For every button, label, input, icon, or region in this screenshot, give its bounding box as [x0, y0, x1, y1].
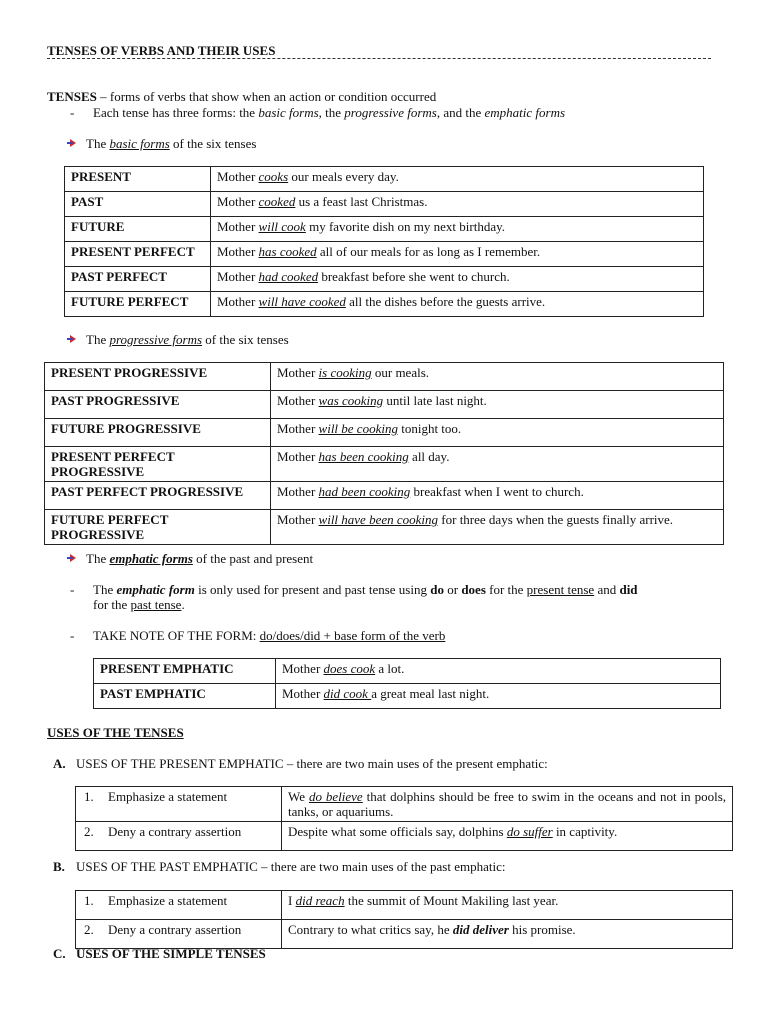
note-text: and [594, 582, 620, 597]
example-sentence [271, 419, 724, 447]
sentence-text: his promise. [508, 922, 576, 937]
verb-phrase: do suffer [506, 824, 553, 839]
sentence-text: Mother [217, 169, 259, 184]
table-row [65, 242, 704, 267]
sentence-text: our meals every day. [288, 169, 399, 184]
sentence-text: Mother [277, 512, 319, 527]
progressive-forms-table [44, 362, 724, 545]
note-present-tense: present tense [526, 582, 595, 597]
intro-text: of the past and present [192, 551, 314, 566]
dashed-divider [47, 58, 711, 59]
intro-text: The [86, 551, 110, 566]
verb-phrase: do believe [308, 789, 363, 804]
use-number: 2. [84, 922, 94, 937]
example-sentence [282, 920, 733, 949]
sentence-text: all of our meals for as long as I remember. [316, 244, 541, 259]
form-progressive: progressive forms [344, 105, 437, 120]
verb-phrase: had been cooking [318, 484, 411, 499]
emphatic-forms-table [93, 658, 721, 709]
verb-phrase: will have cooked [258, 294, 346, 309]
verb-phrase: will have been cooking [318, 512, 439, 527]
note-text: The [93, 582, 117, 597]
arrow-bullet-icon [70, 554, 76, 562]
tense-label: PRESENT PROGRESSIVE [45, 363, 271, 391]
use-text: Deny a contrary assertion [108, 824, 242, 839]
verb-phrase: is cooking [318, 365, 372, 380]
example-sentence [211, 292, 704, 317]
table-row [45, 447, 724, 482]
section-text: USES OF THE PAST EMPHATIC – there are two main uses of the past emphatic: [76, 859, 506, 874]
intro-emphasis: basic forms [109, 136, 170, 151]
intro-text: The [86, 136, 110, 151]
verb-phrase: did deliver [452, 922, 509, 937]
verb-phrase: will be cooking [318, 421, 398, 436]
sentence-text: Mother [217, 244, 259, 259]
verb-phrase: does cook [323, 661, 376, 676]
sentence-text: Mother [277, 484, 319, 499]
form-emphatic: emphatic forms [484, 105, 566, 120]
note-text: is only used for present and past tense using [194, 582, 431, 597]
sentence-text: tonight too. [397, 421, 462, 436]
forms-list-item [70, 105, 565, 121]
tense-label: FUTURE PERFECT PROGRESSIVE [45, 510, 271, 545]
sentence-text: a lot. [375, 661, 405, 676]
sentence-text: Mother [277, 449, 319, 464]
tenses-term: TENSES [47, 89, 97, 104]
table-row [45, 363, 724, 391]
tense-label: PRESENT [65, 167, 211, 192]
verb-phrase: has been cooking [318, 449, 409, 464]
section-text: USES OF THE SIMPLE TENSES [76, 946, 266, 961]
note-emphasis: emphatic form [116, 582, 195, 597]
note-past-tense: past tense [130, 597, 182, 612]
table-row [76, 920, 733, 949]
sentence-text: Mother [277, 365, 319, 380]
table-row [65, 292, 704, 317]
verb-phrase: cooked [258, 194, 296, 209]
verb-phrase: had cooked [258, 269, 319, 284]
note-did: did [619, 582, 638, 597]
sentence-text: Mother [282, 686, 324, 701]
tense-label: FUTURE PROGRESSIVE [45, 419, 271, 447]
example-sentence [282, 822, 733, 851]
sentence-text: Mother [277, 421, 319, 436]
table-row [76, 891, 733, 920]
tenses-definition-text: – forms of verbs that show when an action or condition occurred [96, 89, 437, 104]
arrow-bullet-icon [70, 335, 76, 343]
sentence-text: Mother [217, 194, 259, 209]
past-emphatic-uses-table [75, 890, 733, 949]
dash-bullet: - [70, 582, 75, 597]
sentence-text: Mother [217, 294, 259, 309]
note-form: do/does/did + base form of the verb [259, 628, 446, 643]
note-text: for the [485, 582, 527, 597]
example-sentence [211, 167, 704, 192]
present-emphatic-uses-table [75, 786, 733, 851]
example-sentence [211, 242, 704, 267]
verb-phrase: will cook [258, 219, 306, 234]
table-row [65, 267, 704, 292]
tense-label: FUTURE [65, 217, 211, 242]
example-sentence [271, 391, 724, 419]
table-row [65, 192, 704, 217]
note-text: or [443, 582, 462, 597]
tense-label: PRESENT PERFECT PROGRESSIVE [45, 447, 271, 482]
uses-heading: USES OF THE TENSES [47, 725, 184, 740]
example-sentence [282, 787, 733, 822]
sentence-text: Contrary to what critics say, he [288, 922, 453, 937]
dash-bullet: - [70, 628, 75, 643]
table-row [94, 659, 721, 684]
tense-label: PAST PROGRESSIVE [45, 391, 271, 419]
forms-text: Each tense has three forms: the [93, 105, 259, 120]
table-row [65, 217, 704, 242]
forms-sep: , the [318, 105, 345, 120]
sentence-text: that dolphins should be free to swim in the oceans and not in pools, tanks, or aquariums. [288, 789, 726, 819]
section-letter: C. [53, 946, 66, 961]
section-b-heading [53, 859, 505, 875]
section-letter: B. [53, 859, 65, 874]
table-row [45, 391, 724, 419]
example-sentence [271, 363, 724, 391]
progressive-forms-heading [70, 332, 289, 348]
take-note [70, 628, 445, 644]
use-text: Emphasize a statement [108, 893, 228, 908]
use-number: 1. [84, 893, 94, 908]
page-title: TENSES OF VERBS AND THEIR USES [47, 43, 276, 58]
sentence-text: all day. [408, 449, 450, 464]
sentence-text: I [288, 893, 296, 908]
sentence-text: until late last night. [383, 393, 487, 408]
intro-text: of the six tenses [202, 332, 289, 347]
sentence-text: We [288, 789, 309, 804]
note-text: . [181, 597, 185, 612]
verb-phrase: did cook [323, 686, 372, 701]
basic-forms-heading [70, 136, 256, 152]
example-sentence [211, 192, 704, 217]
sentence-text: our meals. [371, 365, 430, 380]
tense-label: PAST EMPHATIC [94, 684, 276, 709]
verb-phrase: was cooking [318, 393, 384, 408]
intro-emphasis: emphatic forms [109, 551, 193, 566]
sentence-text: Mother [282, 661, 324, 676]
example-sentence [211, 217, 704, 242]
verb-phrase: cooks [258, 169, 289, 184]
example-sentence [211, 267, 704, 292]
verb-phrase: has cooked [258, 244, 317, 259]
arrow-bullet-icon [70, 139, 76, 147]
sentence-text: Mother [217, 219, 259, 234]
section-c-heading [53, 946, 266, 962]
example-sentence [276, 659, 721, 684]
intro-text: The [86, 332, 110, 347]
note-text: for the [93, 597, 131, 612]
table-row [76, 822, 733, 851]
table-row [45, 510, 724, 545]
example-sentence [271, 447, 724, 482]
section-letter: A. [53, 756, 66, 771]
verb-phrase: did reach [295, 893, 345, 908]
sentence-text: all the dishes before the guests arrive. [345, 294, 546, 309]
use-number: 1. [84, 789, 94, 804]
example-sentence [276, 684, 721, 709]
sentence-text: Despite what some officials say, dolphins [288, 824, 507, 839]
tense-label: PAST PERFECT [65, 267, 211, 292]
sentence-text: the summit of Mount Makiling last year. [344, 893, 559, 908]
tense-label: FUTURE PERFECT [65, 292, 211, 317]
tenses-definition [47, 89, 436, 105]
sentence-text: breakfast when I went to church. [410, 484, 584, 499]
sentence-text: a great meal last night. [371, 686, 490, 701]
use-number: 2. [84, 824, 94, 839]
use-label [76, 891, 282, 920]
use-text: Emphasize a statement [108, 789, 228, 804]
intro-emphasis: progressive forms [109, 332, 203, 347]
note-do: do [430, 582, 444, 597]
sentence-text: for three days when the guests finally arrive. [438, 512, 674, 527]
use-label [76, 920, 282, 949]
use-text: Deny a contrary assertion [108, 922, 242, 937]
table-row [94, 684, 721, 709]
example-sentence [271, 482, 724, 510]
tense-label: PRESENT PERFECT [65, 242, 211, 267]
form-basic: basic forms [258, 105, 319, 120]
emphatic-forms-heading [70, 551, 313, 567]
note-text: TAKE NOTE OF THE FORM: [93, 628, 260, 643]
use-label [76, 822, 282, 851]
sentence-text: Mother [217, 269, 259, 284]
use-label [76, 787, 282, 822]
tense-label: PAST [65, 192, 211, 217]
sentence-text: Mother [277, 393, 319, 408]
forms-sep: , and the [436, 105, 485, 120]
dash-bullet: - [70, 105, 75, 120]
intro-text: of the six tenses [169, 136, 257, 151]
sentence-text: us a feast last Christmas. [295, 194, 428, 209]
sentence-text: my favorite dish on my next birthday. [305, 219, 506, 234]
emphatic-note [70, 582, 730, 612]
section-text: USES OF THE PRESENT EMPHATIC – there are two main uses of the present emphatic: [76, 756, 548, 771]
table-row [76, 787, 733, 822]
note-does: does [461, 582, 486, 597]
table-row [65, 167, 704, 192]
sentence-text: breakfast before she went to church. [318, 269, 510, 284]
section-a-heading [53, 756, 548, 772]
example-sentence [282, 891, 733, 920]
table-row [45, 419, 724, 447]
table-row [45, 482, 724, 510]
tense-label: PRESENT EMPHATIC [94, 659, 276, 684]
example-sentence [271, 510, 724, 545]
tense-label: PAST PERFECT PROGRESSIVE [45, 482, 271, 510]
sentence-text: in captivity. [552, 824, 618, 839]
basic-forms-table [64, 166, 704, 317]
